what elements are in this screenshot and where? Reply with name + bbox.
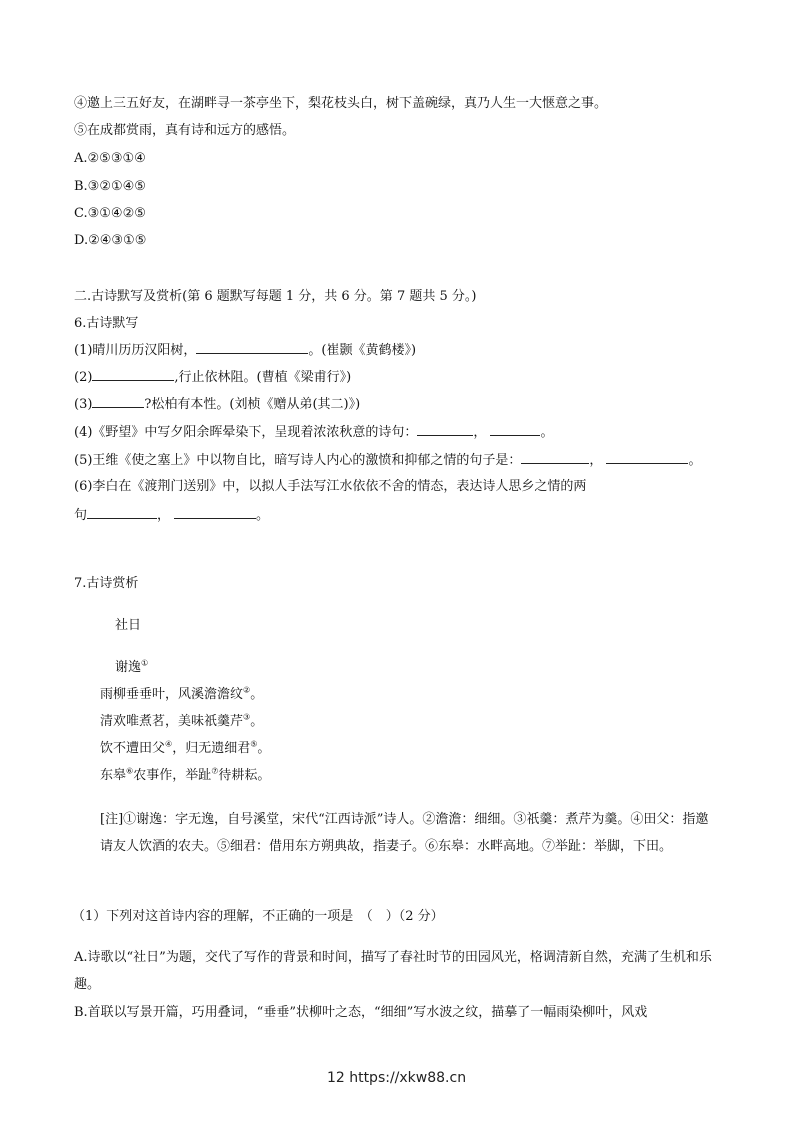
q6-3-text-a: (3) (74, 397, 93, 412)
poem-line-1-end: 。 (250, 687, 264, 702)
q6-item-5 (74, 451, 701, 470)
poem-line-1 (100, 686, 263, 704)
option-item-5: ⑤在成都赏雨，真有诗和远方的感悟。 (74, 123, 296, 138)
q6-6-end: 。 (256, 508, 270, 523)
q6-6-text-b: 句 (74, 508, 88, 523)
q6-4-end: 。 (540, 425, 554, 440)
poem-line-3-text-a: 饮不遭田父 (100, 741, 166, 756)
note-mark: ⑦ (211, 766, 219, 776)
q7-option-a: A.诗歌以“社日”为题，交代了写作的背景和时间，描写了春社时节的田园风光，格调清新自然，充满了生机和乐趣。 (74, 950, 712, 992)
q6-5-end: 。 (688, 453, 702, 468)
choice-d: D.②④③①⑤ (74, 233, 147, 248)
poem-line-2-end: 。 (250, 714, 264, 729)
option-item-4: ④邀上三五好友，在湖畔寻一茶亭坐下，梨花枝头白，树下盖碗绿，真乃人生一大惬意之事。 (74, 96, 608, 111)
note-mark: ⑤ (250, 739, 258, 749)
poem-line-2 (100, 713, 263, 731)
poem-line-4 (100, 767, 270, 785)
poem-line-4-end: 待耕耘。 (218, 768, 271, 783)
q6-1-text-b: 。(崔颢《黄鹤楼》) (308, 343, 417, 358)
q6-2-text-b: ,行止依林阻。(曹植《梁甫行》) (174, 370, 352, 385)
q6-item-2 (74, 368, 351, 387)
page-footer: 12 https://xkw88.cn (326, 1070, 467, 1086)
author-name: 谢逸 (115, 660, 142, 675)
note-mark: ③ (243, 712, 251, 722)
q7-title: 7.古诗赏析 (74, 576, 139, 591)
answer-blank[interactable] (87, 506, 157, 519)
poem-line-3-text-b: ，归无遗细君 (172, 741, 251, 756)
answer-blank[interactable] (174, 506, 256, 519)
choice-b: B.③②①④⑤ (74, 179, 146, 194)
answer-blank[interactable] (417, 423, 473, 436)
q6-item-3 (74, 395, 360, 414)
q6-5-text: (5)王维《使之塞上》中以物自比，暗写诗人内心的激愤和抑郁之情的句子是： (74, 453, 522, 468)
choice-c: C.③①④②⑤ (74, 206, 146, 221)
q6-2-text-a: (2) (74, 370, 93, 385)
q6-item-6: (6)李白在《渡荆门送别》中，以拟人手法写江水依依不舍的情态，表达诗人思乡之情的两 (74, 479, 587, 494)
poem-line-2-text: 清欢唯煮茗，美味祇羹芹 (100, 714, 244, 729)
note-mark: ④ (165, 739, 173, 749)
q6-item-1 (74, 341, 416, 360)
q6-5-sep: ， (589, 453, 603, 468)
poem-line-4-text-a: 东皋 (100, 768, 127, 783)
answer-blank[interactable] (196, 341, 308, 354)
poem-line-1-text: 雨柳垂垂叶，风溪澹澹纹 (100, 687, 244, 702)
note-mark: ⑥ (126, 766, 134, 776)
q6-title: 6.古诗默写 (74, 316, 139, 331)
section-heading: 二.古诗默写及赏析(第 6 题默写每题 1 分，共 6 分。第 7 题共 5 分。) (74, 289, 477, 304)
answer-blank[interactable] (606, 451, 688, 464)
answer-blank[interactable] (92, 368, 174, 381)
q6-6-sep: ， (157, 508, 171, 523)
q6-4-text: (4)《野望》中写夕阳余晖晕染下，呈现着浓浓秋意的诗句： (74, 425, 418, 440)
q6-item-4 (74, 423, 553, 442)
choice-a: A.②⑤③①④ (74, 151, 146, 166)
author-note-mark: ① (141, 658, 149, 668)
poem-line-3 (100, 740, 270, 758)
answer-blank[interactable] (490, 423, 540, 436)
answer-blank[interactable] (92, 395, 144, 408)
answer-blank[interactable] (521, 451, 589, 464)
q6-3-text-b: ?松柏有本性。(刘桢《赠从弟(其二)》) (144, 397, 361, 412)
q6-4-sep: ， (473, 425, 487, 440)
note-mark: ② (243, 685, 251, 695)
poem-notes: [注]①谢逸：字无逸，自号溪堂，宋代“江西诗派”诗人。②澹澹：细细。③祇羹：煮芹为羹。④田父：指邀请友人饮酒的农夫。⑤细君：借用东方朔典故，指妻子。⑥东皋：水畔高地。⑦举趾：举脚，下田。 (100, 812, 709, 854)
poem-author (115, 659, 148, 677)
poem-title: 社日 (115, 618, 142, 633)
q7-option-b: B.首联以写景开篇，巧用叠词，“垂垂”状柳叶之态，“细细”写水波之纹，描摹了一幅雨染柳叶，风戏 (74, 1005, 648, 1020)
q6-1-text-a: (1)晴川历历汉阳树， (74, 343, 197, 358)
q7-sub-question-1: （1）下列对这首诗内容的理解，不正确的一项是 （ ）（2 分） (72, 909, 444, 924)
poem-line-4-text-b: 农事作，举趾 (133, 768, 212, 783)
q6-item-6-cont (74, 506, 269, 525)
poem-line-3-end: 。 (257, 741, 271, 756)
